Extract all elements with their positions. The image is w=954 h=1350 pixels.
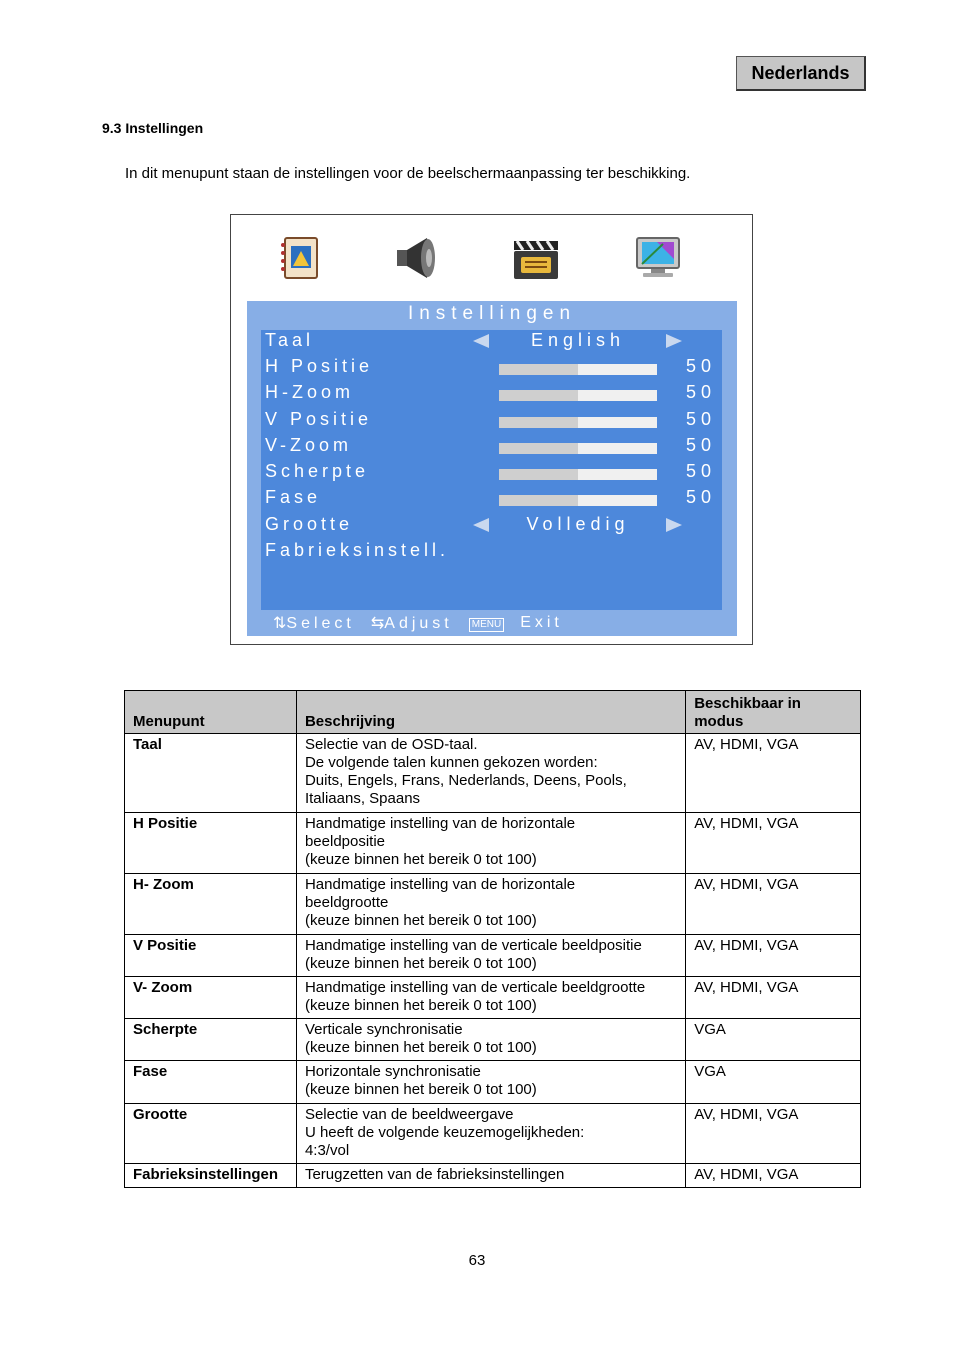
osd-row-fabrieksinstell[interactable] (261, 540, 722, 566)
table-row (125, 813, 861, 874)
table-cell-desc: Handmatige instelling van de horizontale beeldgrootte (keuze binnen het bereik 0 tot 100) (296, 874, 685, 935)
osd-slider[interactable] (499, 469, 657, 480)
osd-row-h-positie[interactable] (261, 356, 722, 382)
osd-row-label: H-Zoom (265, 382, 355, 402)
osd-slider-fill (499, 364, 578, 375)
monitor-icon (633, 235, 683, 281)
osd-hint-select: ⇅Select (273, 615, 355, 632)
osd-row-label: Grootte (265, 514, 354, 534)
table-cell-mode: VGA (686, 1061, 861, 1104)
osd-row-label: Fabrieksinstell. (265, 540, 450, 560)
osd-slider[interactable] (499, 364, 657, 375)
table-cell-mode: AV, HDMI, VGA (686, 1164, 861, 1188)
arrow-left-icon[interactable] (473, 518, 489, 532)
osd-slider-fill (499, 390, 578, 401)
table-cell-name: Taal (125, 734, 297, 813)
osd-row-label: Taal (265, 330, 315, 350)
table-cell-desc: Selectie van de OSD-taal. De volgende talen kunnen gekozen worden: Duits, Engels, Frans, Nederlands, Deens, Pools, Italiaans, Spaans (296, 734, 685, 813)
osd-row-value: 50 (685, 356, 716, 376)
osd-slider-fill (499, 443, 578, 454)
table-row (125, 977, 861, 1019)
table-cell-name: Fase (125, 1061, 297, 1104)
arrow-right-icon[interactable] (666, 518, 682, 532)
osd-row-label: V-Zoom (265, 435, 353, 455)
osd-slider[interactable] (499, 495, 657, 506)
table-header-row (125, 691, 861, 734)
osd-row-scherpte[interactable] (261, 461, 722, 487)
osd-row-label: V Positie (265, 409, 373, 429)
section-title: 9.3 Instellingen (102, 120, 204, 136)
osd-row-fase[interactable] (261, 487, 722, 513)
table-cell-name: Grootte (125, 1104, 297, 1164)
arrow-right-icon[interactable] (666, 334, 682, 348)
table-cell-name: Fabrieksinstellingen (125, 1164, 297, 1188)
osd-row-value: 50 (685, 487, 716, 507)
table-cell-desc: Handmatige instelling van de horizontale beeldpositie (keuze binnen het bereik 0 tot 100) (296, 813, 685, 874)
table-cell-mode: AV, HDMI, VGA (686, 977, 861, 1019)
table-row (125, 1164, 861, 1188)
table-cell-name: H- Zoom (125, 874, 297, 935)
table-cell-desc: Handmatige instelling van de verticale beeldgrootte (keuze binnen het bereik 0 tot 100) (296, 977, 685, 1019)
osd-slider[interactable] (499, 417, 657, 428)
osd-row-label: Fase (265, 487, 322, 507)
osd-slider[interactable] (499, 443, 657, 454)
page-number: 63 (468, 1252, 486, 1269)
osd-slider-fill (499, 417, 578, 428)
table-row (125, 1019, 861, 1061)
osd-row-value: 50 (685, 382, 716, 402)
table-row (125, 734, 861, 813)
table-cell-mode: AV, HDMI, VGA (686, 935, 861, 977)
column-header-modus: Beschikbaar in modus (686, 691, 861, 734)
column-header-beschrijving: Beschrijving (296, 691, 685, 734)
osd-row-h-zoom[interactable] (261, 382, 722, 408)
menu-key-icon: MENU (469, 618, 504, 632)
table-cell-mode: AV, HDMI, VGA (686, 1104, 861, 1164)
left-right-arrows-icon: ⇆ (370, 615, 385, 632)
column-header-menupunt: Menupunt (125, 691, 297, 734)
osd-slider[interactable] (499, 390, 657, 401)
table-cell-mode: VGA (686, 1019, 861, 1061)
arrow-left-icon[interactable] (473, 334, 489, 348)
settings-table (124, 690, 861, 1188)
table-cell-desc: Verticale synchronisatie (keuze binnen het bereik 0 tot 100) (296, 1019, 685, 1061)
table-cell-name: H Positie (125, 813, 297, 874)
osd-menu-title: Instellingen (407, 303, 577, 324)
osd-menu-list (261, 330, 722, 610)
table-row (125, 874, 861, 935)
intro-text: In dit menupunt staan de instellingen voor de beelschermaanpassing ter beschikking. (125, 165, 691, 182)
table-cell-name: V- Zoom (125, 977, 297, 1019)
osd-row-taal[interactable] (261, 330, 722, 356)
up-down-arrows-icon: ⇅ (273, 615, 287, 632)
osd-row-v-positie[interactable] (261, 409, 722, 435)
osd-menu-panel (247, 301, 737, 636)
table-cell-desc: Handmatige instelling van de verticale beeldpositie (keuze binnen het bereik 0 tot 100) (296, 935, 685, 977)
table-cell-mode: AV, HDMI, VGA (686, 874, 861, 935)
osd-slider-fill (499, 469, 578, 480)
osd-row-label: H Positie (265, 356, 374, 376)
table-cell-name: V Positie (125, 935, 297, 977)
osd-row-v-zoom[interactable] (261, 435, 722, 461)
osd-row-value: 50 (685, 461, 716, 481)
osd-row-label: Scherpte (265, 461, 370, 481)
osd-footer-hints (273, 613, 579, 633)
osd-slider-fill (499, 495, 578, 506)
table-cell-desc: Terugzetten van de fabrieksinstellingen (296, 1164, 685, 1188)
table-row (125, 935, 861, 977)
osd-hint-exit: MENU Exit (469, 614, 563, 632)
speaker-icon (391, 235, 441, 281)
osd-row-value: 50 (685, 409, 716, 429)
language-badge: Nederlands (736, 56, 866, 91)
table-cell-mode: AV, HDMI, VGA (686, 813, 861, 874)
osd-row-option: English (530, 330, 626, 350)
osd-row-option: Volledig (526, 514, 630, 534)
osd-row-grootte[interactable] (261, 514, 722, 540)
osd-row-value: 50 (685, 435, 716, 455)
table-cell-desc: Selectie van de beeldweergave U heeft de volgende keuzemogelijkheden: 4:3/vol (296, 1104, 685, 1164)
osd-screenshot (230, 214, 753, 645)
table-row (125, 1104, 861, 1164)
clapperboard-icon (511, 235, 561, 281)
table-row (125, 1061, 861, 1104)
table-cell-mode: AV, HDMI, VGA (686, 734, 861, 813)
picture-menu-icon (275, 235, 325, 281)
osd-hint-adjust: ⇆Adjust (370, 615, 453, 632)
table-cell-name: Scherpte (125, 1019, 297, 1061)
table-cell-desc: Horizontale synchronisatie (keuze binnen het bereik 0 tot 100) (296, 1061, 685, 1104)
